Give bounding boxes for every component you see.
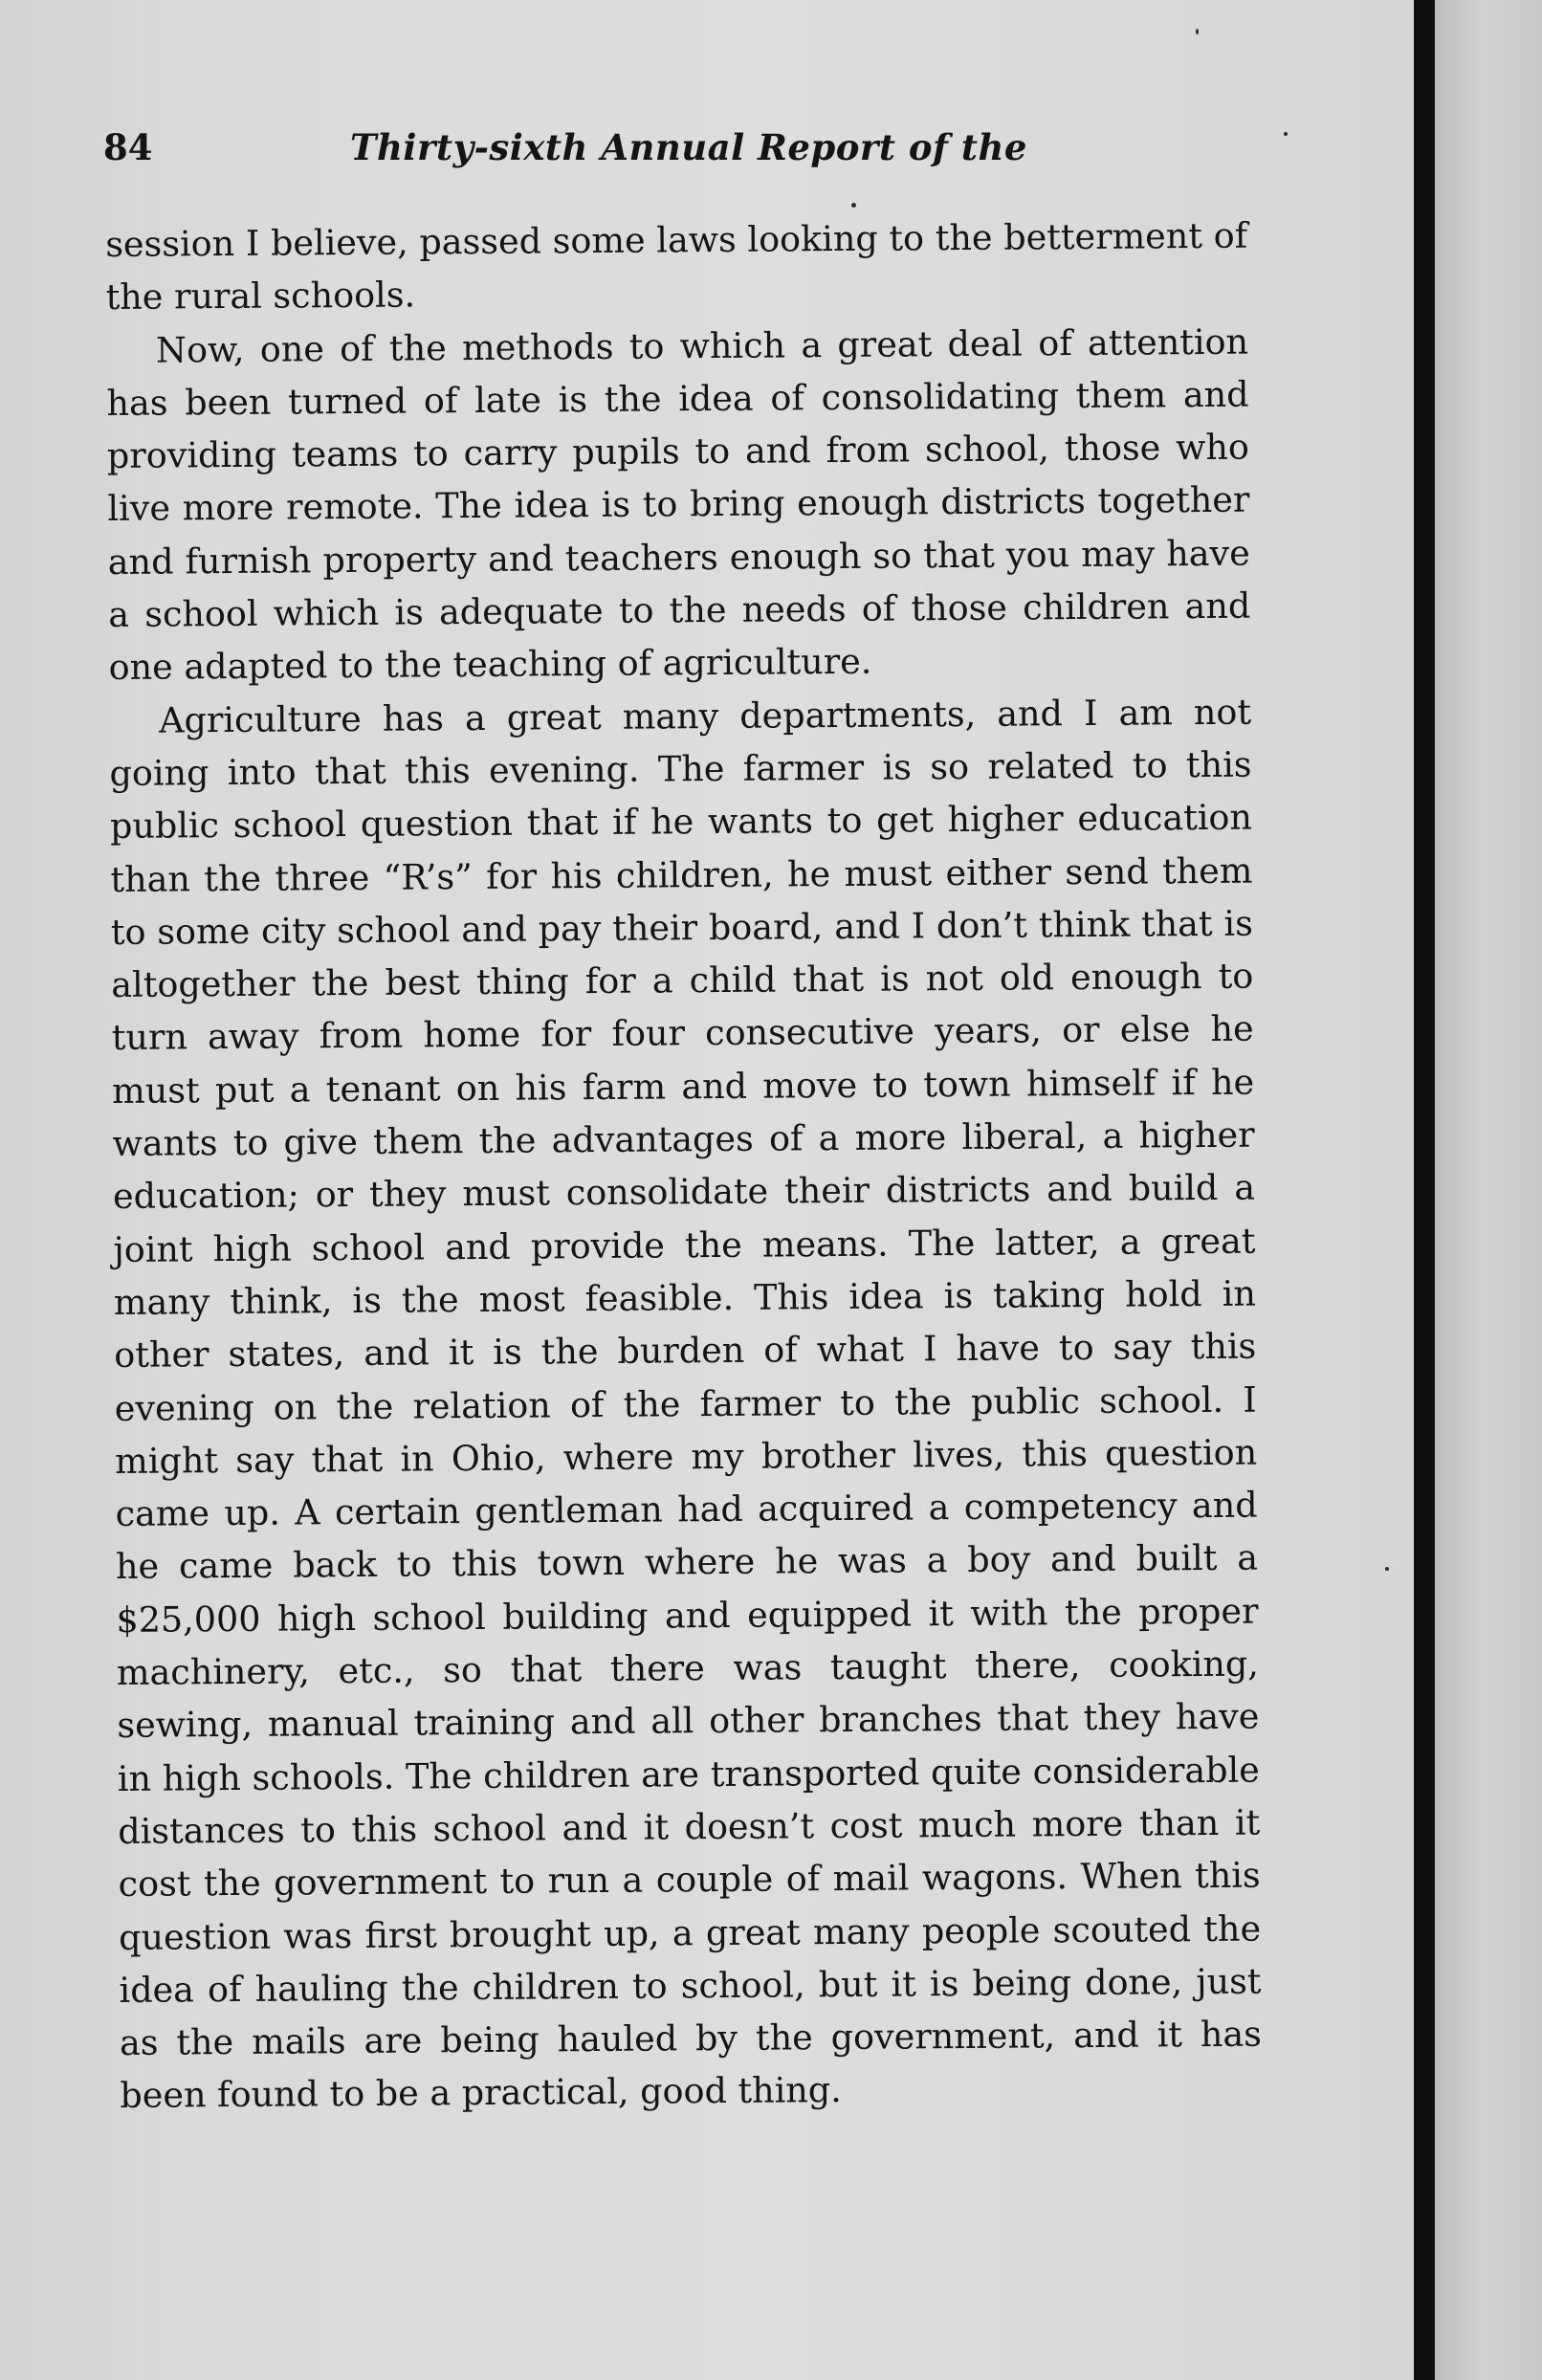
scan-speck xyxy=(1385,1567,1389,1571)
paragraph-consolidation: Now, one of the methods to which a great deal of attention has been turned of late is the idea of consolidating them and providing teams to carry pupils to and from school, those who live more remote. The idea is to bring enough districts together and furnish property and teachers enough so that you may have a school which is adequate to the needs of those children and one adapted to the teaching of agriculture. xyxy=(106,320,1251,689)
page-gutter xyxy=(1414,0,1435,2380)
running-head xyxy=(103,119,1232,176)
scan-speck xyxy=(1196,29,1199,34)
paragraph-agriculture: Agriculture has a great many departments, and I am not going into that this evening. The farmer is so related to this public school question that if he wants to get higher education than the three “R’s” for his children, he must either send them to some city school and pay their board, and I don’t think that is altogether the best thing for a child that is not old enough to turn away from home for four consecutive years, or else he must put a tenant on his farm and move to town himself if he wants to give them the advantages of a more liberal, a higher education; or they must consolidate their districts and build a joint high school and provide the means. The latter, a great many think, is the most feasible. This idea is taking hold in other states, and it is the burden of what I have to say this evening on the relation of the farmer to the public school. I might say that in Ohio, where my brother lives, this question came up. A certain gentleman had acquired a competency and he came back to this town where he was a boy and built a $25,000 high school building and equipped it with the proper machinery, etc., so that there was taught there, cooking, sewing, manual training and all other branches that they have in high schools. The children are transported quite considerable distances to this school and it doesn’t cost much more than it cost the government to run a couple of mail wagons. When this question was first brought up, a great many people scouted the idea of hauling the children to school, but it is being done, just as the mails are being hauled by the government, and it has been found to be a practical, good thing. xyxy=(109,691,1263,2117)
running-title: Thirty-sixth Annual Report of the xyxy=(350,126,1027,168)
paragraph-continued: session I believe, passed some laws looking to the betterment of the rural schools. xyxy=(105,214,1248,319)
page-number: 84 xyxy=(103,126,153,168)
scan-speck xyxy=(851,203,856,208)
facing-page-edge xyxy=(1435,0,1542,2380)
body-text xyxy=(105,209,1263,2123)
scan-speck xyxy=(1284,132,1288,136)
